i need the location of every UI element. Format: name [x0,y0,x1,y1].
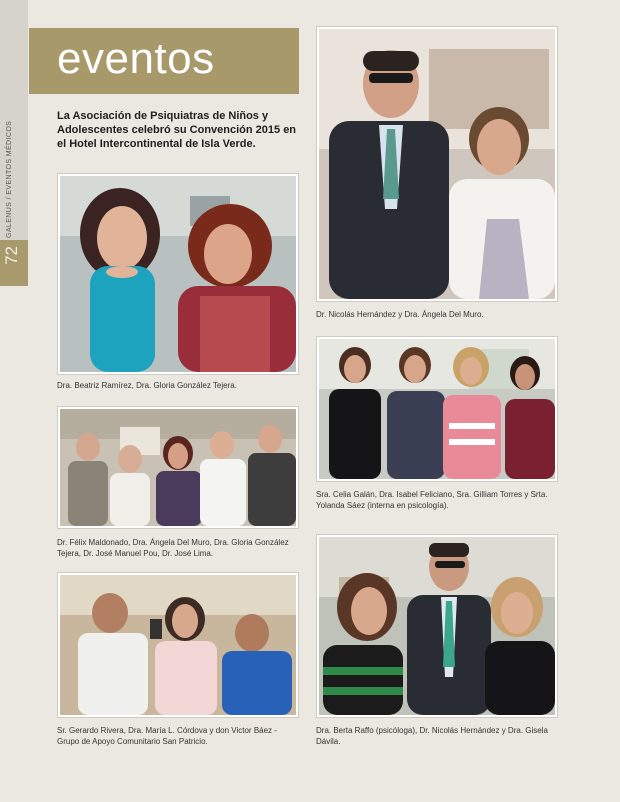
photo-image [319,537,555,715]
photo-image [60,575,296,715]
intro-text: La Asociación de Psiquiatras de Niños y Adolescentes celebró su Convención 2015 en el Hotel Intercontinental de Isla Verde. [57,110,297,150]
photo-image [319,29,555,299]
page-number: 72 [2,246,21,265]
photo-caption: Dr. Félix Maldonado, Dra. Ángela Del Muro, Dra. Gloria González Tejera, Dr. José Manuel Pou, Dr. José Lima. [57,538,289,558]
page-title: eventos [57,34,215,83]
photo-caption: Dra. Beatriz Ramírez, Dra. Gloria González Tejera. [57,381,237,390]
photo-group-four-women [317,337,557,481]
photo-caption: Dr. Nicolás Hernández y Dra. Ángela Del Muro. [316,310,484,319]
photo-group-three [58,573,298,717]
photo-hernandez-delmuro [317,27,557,301]
photo-image [60,409,296,526]
photo-caption: Sra. Celia Galán, Dra. Isabel Feliciano, Sra. Gilliam Torres y Srta. Yolanda Sáez (interna en psicología). [316,490,548,510]
photo-image [60,176,296,372]
photo-caption: Dra. Berta Raffo (psicóloga), Dr. Nicolás Hernández y Dra. Gisela Dávila. [316,726,548,746]
photo-image [319,339,555,479]
photo-raffo-hernandez-davila [317,535,557,717]
photo-ramirez-gonzalez [58,174,298,374]
photo-group-five [58,407,298,528]
section-label: GALENUS / EVENTOS MÉDICOS [6,120,13,238]
photo-caption: Sr. Gerardo Rivera, Dra. María L. Córdova y don Victor Báez - Grupo de Apoyo Comunitario San Patricio. [57,726,277,746]
